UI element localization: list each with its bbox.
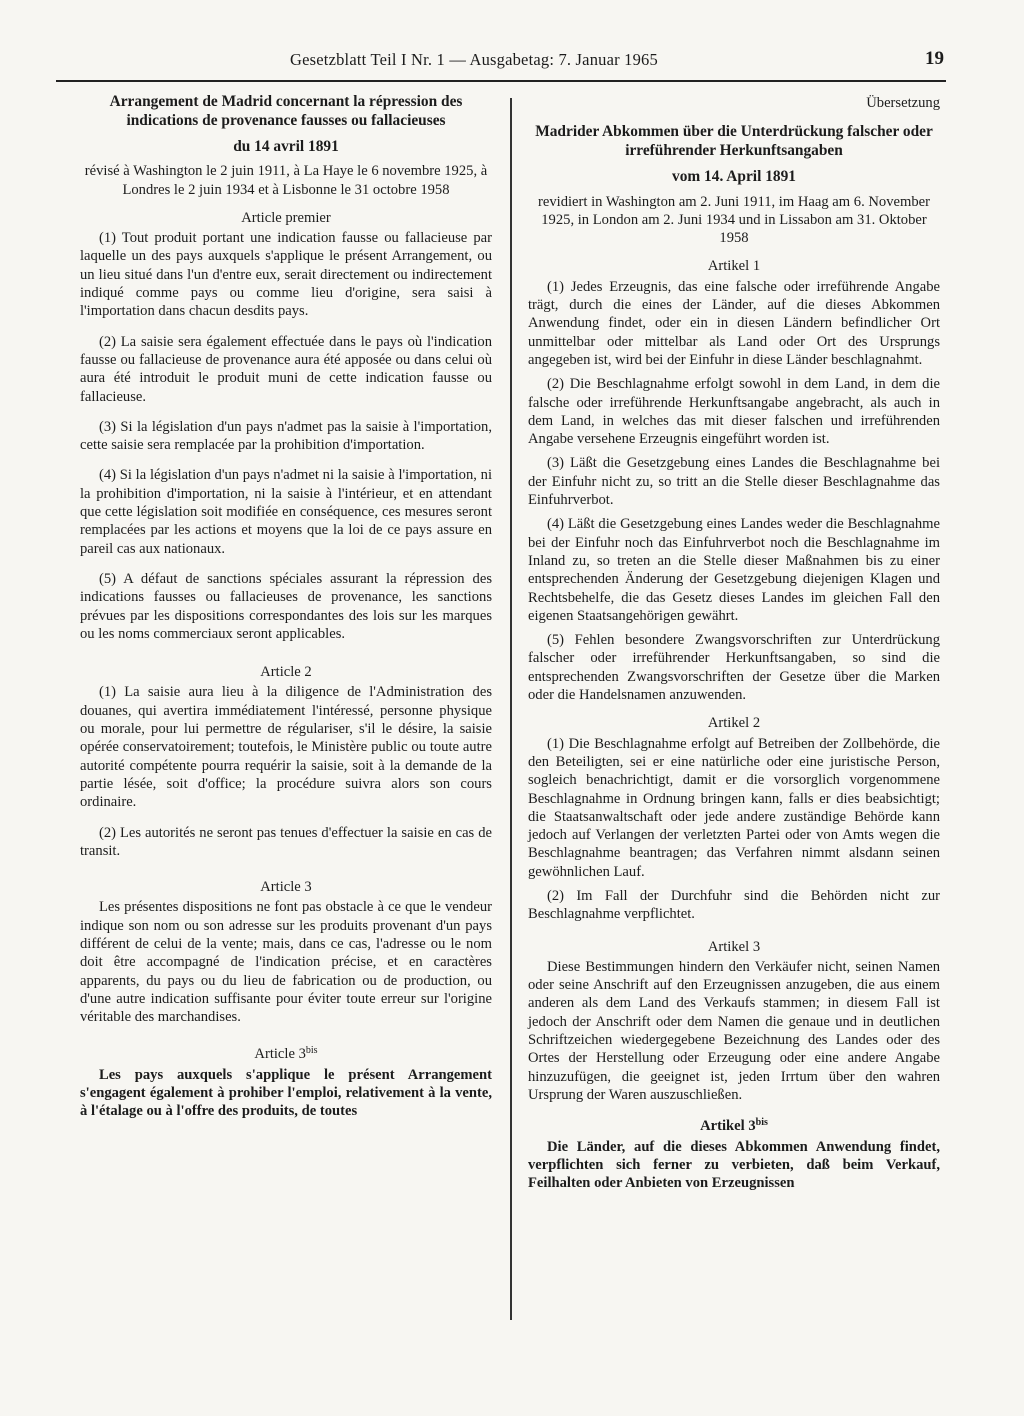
french-article-1-para-5: (5) A défaut de sanctions spéciales assurant la répression des indications fausses ou fallacieuses de provenance, les sanctions prévues par les dispositions correspondantes des lois sur les marques ou les noms commerciaux seront applicables. bbox=[80, 570, 492, 642]
page-number: 19 bbox=[925, 48, 944, 69]
french-article-1-para-2: (2) La saisie sera également effectuée dans le pays où l'indication fausse ou fallacieuse de provenance aura été apposée ou dans celui où aura été introduit le produit muni de cette indication fausse ou fallacieuse. bbox=[80, 333, 492, 405]
german-article-1-para-3: (3) Läßt die Gesetzgebung eines Landes die Beschlagnahme bei der Einfuhr nicht zu, so tritt an die Stelle dieser Beschlagnahme das Einfuhrverbot. bbox=[528, 455, 940, 509]
french-title: Arrangement de Madrid concernant la répression des indications de provenance fausses ou fallacieuses bbox=[109, 93, 463, 129]
german-date: vom 14. April 1891 bbox=[672, 168, 796, 186]
german-revision: revidiert in Washington am 2. Juni 1911, im Haag am 6. November 1925, in London am 2. Juni 1934 und in Lissabon am 31. Oktober 1958 bbox=[538, 193, 930, 247]
superscript-bis: bis bbox=[305, 1045, 318, 1057]
french-article-1-para-1: (1) Tout produit portant une indication fausse ou fallacieuse par laquelle un des pays auxquels s'applique le présent Arrangement, ou un lieu situé dans l'un d'entre eux, serait directement ou indirectement indiqué comme pays ou comme lieu d'origine, sera saisi à l'importation dans chacun desdits pays. bbox=[80, 230, 492, 320]
german-article-2-para-1: (1) Die Beschlagnahme erfolgt auf Betreiben der Zollbehörde, die den Beteiligten, sei er eine natürliche oder eine juristische Person, sogleich benachrichtigt, damit er die vorsorglich vorgenommene Beschlagnahme in Ordnung bringen kann, falls er dies beabsichtigt; die Staatsanwaltschaft oder jede andere zuständige Behörde kann jedoch auf Verlangen der verletzten Partei oder von Amts wegen die Beschlagnahme beantragen; das Verfahren nimmt alsdann seinen gewöhnlichen Lauf. bbox=[528, 735, 940, 880]
column-divider bbox=[510, 98, 512, 1320]
french-article-3bis-heading: Article $3^{bis}$ bbox=[254, 1045, 318, 1063]
german-article-3bis-para-1: Die Länder, auf die dieses Abkommen Anwendung findet, verpflichten sich ferner zu verbieten, daß beim Verkauf, Feilhalten oder Anbieten von Erzeugnissen bbox=[528, 1138, 940, 1192]
french-article-1-heading: Article premier bbox=[241, 209, 331, 226]
german-article-1-para-1: (1) Jedes Erzeugnis, das eine falsche oder irreführende Angabe trägt, durch die eines der Länder, auf die dieses Abkommen Anwendung findet, oder ein in diesen Ländern befindlicher Ort unmittelbar oder mittelbar als Land oder Ort des Ursprungs angegeben ist, wird bei der Einfuhr in diese Länder beschlagnahmt. bbox=[528, 278, 940, 368]
german-article-3-heading: Artikel 3 bbox=[707, 938, 761, 955]
french-article-1-para-3: (3) Si la législation d'un pays n'admet pas la saisie à l'importation, cette saisie sera remplacée par la prohibition d'importation. bbox=[80, 418, 492, 454]
german-column bbox=[528, 92, 940, 1322]
french-article-2-para-2: (2) Les autorités ne seront pas tenues d'effectuer la saisie en cas de transit. bbox=[80, 824, 492, 859]
french-article-2-heading: Article 2 bbox=[260, 664, 312, 681]
translation-note: Übersetzung bbox=[866, 95, 940, 111]
german-article-2-heading: Artikel 2 bbox=[707, 715, 761, 732]
french-article-3-para-1: Les présentes dispositions ne font pas obstacle à ce que le vendeur indique son nom ou son adresse sur les produits provenant d'un pays différent de celui de la vente; mais, dans ce cas, l'adresse ou le nom doit être accompagné de l'indication précise, et en caractères apparents, du pays ou du lieu de fabrication ou de production, ou d'une autre indication suffisante pour éviter toute erreur sur l'origine véritable des marchandises. bbox=[80, 899, 492, 1026]
french-article-3bis-para-1: Les pays auxquels s'applique le présent Arrangement s'engagent également à prohiber l'emploi, relativement à la vente, à l'étalage ou à l'offre des produits, de toutes bbox=[80, 1066, 492, 1120]
german-article-3-para-1: Diese Bestimmungen hindern den Verkäufer nicht, seinen Namen oder seine Anschrift auf den Erzeugnissen anzugeben, die aus einem anderen als dem Land des Verkaufs stammen; in diesem Fall ist jedoch der Anschrift oder dem Namen die genaue und in deutlichen Schriftzeichen wiedergegebene Bezeichnung des Landes oder des Ortes der Herstellung oder Erzeugung oder eine andere Angabe hinzuzufügen, die geeignet ist, jeden Irrtum über den wahren Ursprung der Waren auszuschließen. bbox=[528, 958, 940, 1103]
french-article-2-para-1: (1) La saisie aura lieu à la diligence de l'Administration des douanes, qui avertira immédiatement l'intéressé, personne physique ou morale, pour lui permettre de régulariser, s'il le désire, la saisie opérée conservatoirement; toutefois, le Ministère public ou toute autre autorité compétente pourra requérir la saisie, soit à la demande de la partie lésée, soit d'office; la procédure suivra alors son cours ordinaire. bbox=[80, 684, 492, 811]
running-title: Gesetzblatt Teil I Nr. 1 — Ausgabetag: 7. Januar 1965 bbox=[290, 50, 658, 69]
german-title: Madrider Abkommen über die Unterdrückung falscher oder irreführender Herkunftsangaben bbox=[535, 123, 933, 160]
german-article-1-para-2: (2) Die Beschlagnahme erfolgt sowohl in dem Land, in dem die falsche oder irreführende Herkunftsangabe angebracht, als auch in dem Land, in welches das mit dieser falschen und irreführenden Angabe versehene Erzeugnis eingeführt worden ist. bbox=[528, 376, 940, 448]
french-revision: révisé à Washington le 2 juin 1911, à La Haye le 6 novembre 1925, à Londres le 2 juin 1934 et à Lisbonne le 31 octobre 1958 bbox=[84, 163, 488, 198]
german-article-2-para-2: (2) Im Fall der Durchfuhr sind die Behörden nicht zur Beschlagnahme verpflichtet. bbox=[528, 887, 940, 923]
french-article-1-para-4: (4) Si la législation d'un pays n'admet ni la saisie à l'importation, ni la prohibition d'importation, ni la saisie à l'intérieur, et en attendant que cette législation soit modifiée en conséquence, ces mesures seront remplacées par les actions et moyens que la loi de ce pays assure en pareil cas aux nationaux. bbox=[80, 467, 492, 557]
german-article-3bis-heading: Artikel $3^{bis}$ bbox=[700, 1117, 768, 1135]
page-header bbox=[56, 44, 946, 82]
german-article-1-para-5: (5) Fehlen besondere Zwangsvorschriften zur Unterdrückung falscher oder irreführender Herkunftsangaben, so sind die entsprechenden Zwangsvorschriften der Gesetze über die Marken oder die Handelsnamen anzuwenden. bbox=[528, 632, 940, 704]
superscript-bis: bis bbox=[755, 1117, 768, 1129]
french-date: du 14 avril 1891 bbox=[233, 138, 339, 155]
german-article-1-para-4: (4) Läßt die Gesetzgebung eines Landes weder die Beschlagnahme bei der Einfuhr noch das Einfuhrverbot noch die Beschlagnahme im Inland zu, so treten an die Stelle dieser Maßnahmen bis zu einer entsprechenden Änderung der Gesetzgebung diejenigen Klagen und Rechtsbehelfe, die das Gesetz dieses Landes im gleichen Fall den eigenen Staatsangehörigen gewährt. bbox=[528, 516, 940, 624]
french-article-3-heading: Article 3 bbox=[260, 879, 312, 896]
french-column bbox=[80, 92, 492, 1322]
german-article-1-heading: Artikel 1 bbox=[707, 258, 761, 275]
